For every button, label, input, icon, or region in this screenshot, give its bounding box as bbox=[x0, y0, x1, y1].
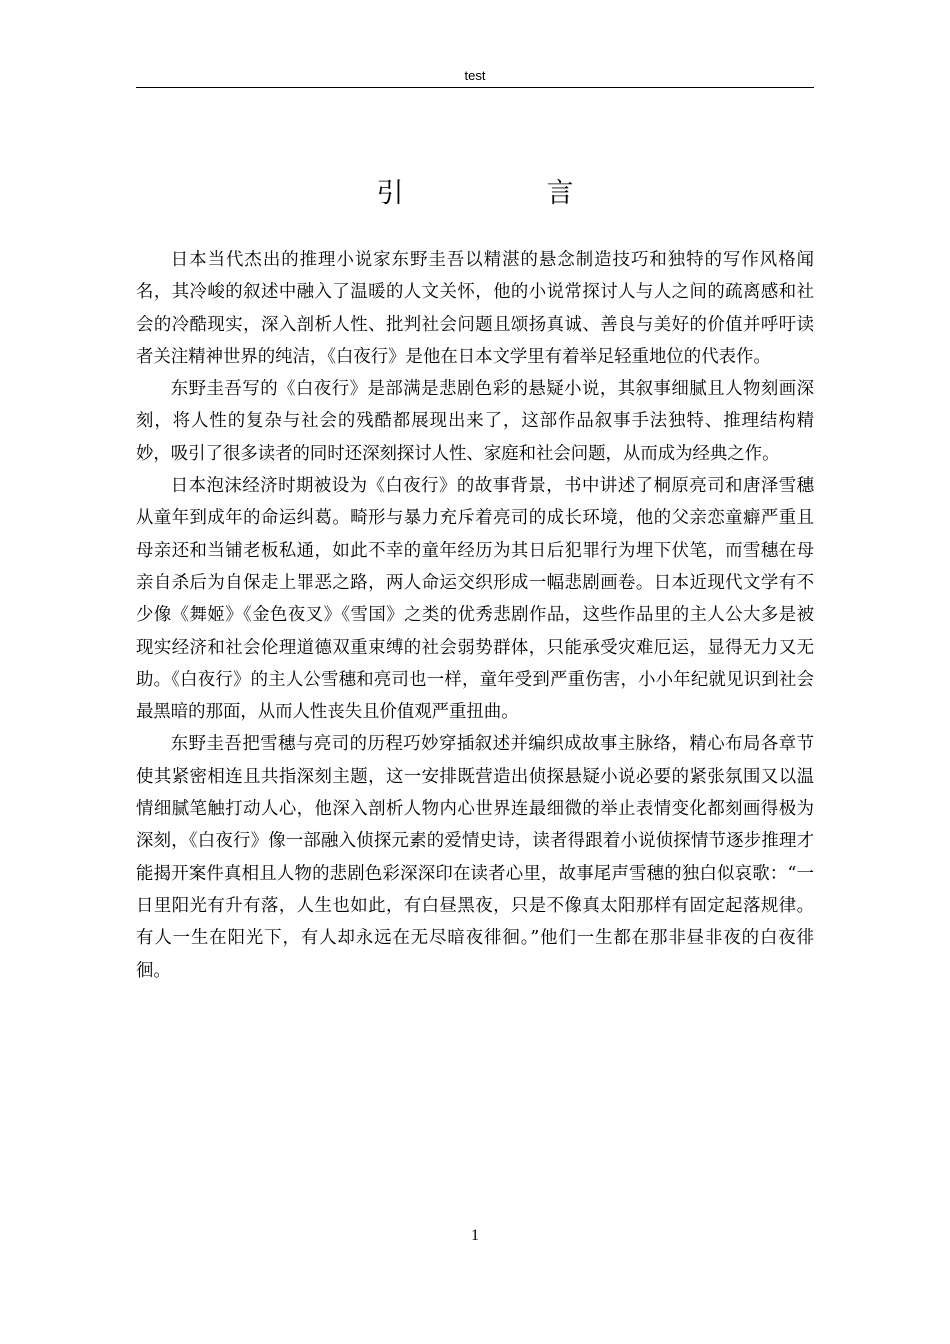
paragraph-2: 东野圭吾写的《白夜行》是部满是悲剧色彩的悬疑小说，其叙事细腻且人物刻画深刻，将人性的复杂与社会的残酷都展现出来了，这部作品叙事手法独特、推理结构精妙，吸引了很多读者的同时还深刻探讨人性、家庭和社会问题，从而成为经典之作。 bbox=[136, 379, 814, 464]
paragraph-4: 东野圭吾把雪穗与亮司的历程巧妙穿插叙述并编织成故事主脉络，精心布局各章节使其紧密相连且共指深刻主题，这一安排既营造出侦探悬疑小说必要的紧张氛围又以温情细腻笔触打动人心，他深入剖析人物内心世界连最细微的举止表情变化都刻画得极为深刻，《白夜行》像一部融入侦探元素的爱情史诗，读者得跟着小说侦探情节逐步推理才能揭开案件真相且人物的悲剧色彩深深印在读者心里，故事尾声雪穗的独白似哀歌：“一日里阳光有升有落，人生也如此，有白昼黑夜，只是不像真太阳那样有固定起落规律。有人一生在阳光下，有人却永远在无尽暗夜徘徊。”他们一生都在那非昼非夜的白夜徘徊。 bbox=[136, 734, 814, 981]
paragraph-1: 日本当代杰出的推理小说家东野圭吾以精湛的悬念制造技巧和独特的写作风格闻名，其冷峻的叙述中融入了温暖的人文关怀，他的小说常探讨人与人之间的疏离感和社会的冷酷现实，深入剖析人性、批判社会问题且颂扬真诚、善良与美好的价值并呼吁读者关注精神世界的纯洁，《白夜行》是他在日本文学里有着举足轻重地位的代表作。 bbox=[136, 250, 814, 367]
header-rule bbox=[136, 87, 814, 88]
running-header: test bbox=[464, 68, 486, 83]
page-title: 引 言 bbox=[376, 178, 632, 209]
body-text bbox=[136, 244, 814, 987]
page-number: 1 bbox=[471, 1227, 479, 1244]
paragraph-3: 日本泡沫经济时期被设为《白夜行》的故事背景，书中讲述了桐原亮司和唐泽雪穗从童年到成年的命运纠葛。畸形与暴力充斥着亮司的成长环境，他的父亲恋童癖严重且母亲还和当铺老板私通，如此不幸的童年经历为其日后犯罪行为埋下伏笔，而雪穗在母亲自杀后为自保走上罪恶之路，两人命运交织形成一幅悲剧画卷。日本近现代文学有不少像《舞姬》《金色夜叉》《雪国》之类的优秀悲剧作品，这些作品里的主人公大多是被现实经济和社会伦理道德双重束缚的社会弱势群体，只能承受灾难厄运，显得无力又无助。《白夜行》的主人公雪穗和亮司也一样，童年受到严重伤害，小小年纪就见识到社会最黑暗的那面，从而人性丧失且价值观严重扭曲。 bbox=[136, 476, 814, 723]
